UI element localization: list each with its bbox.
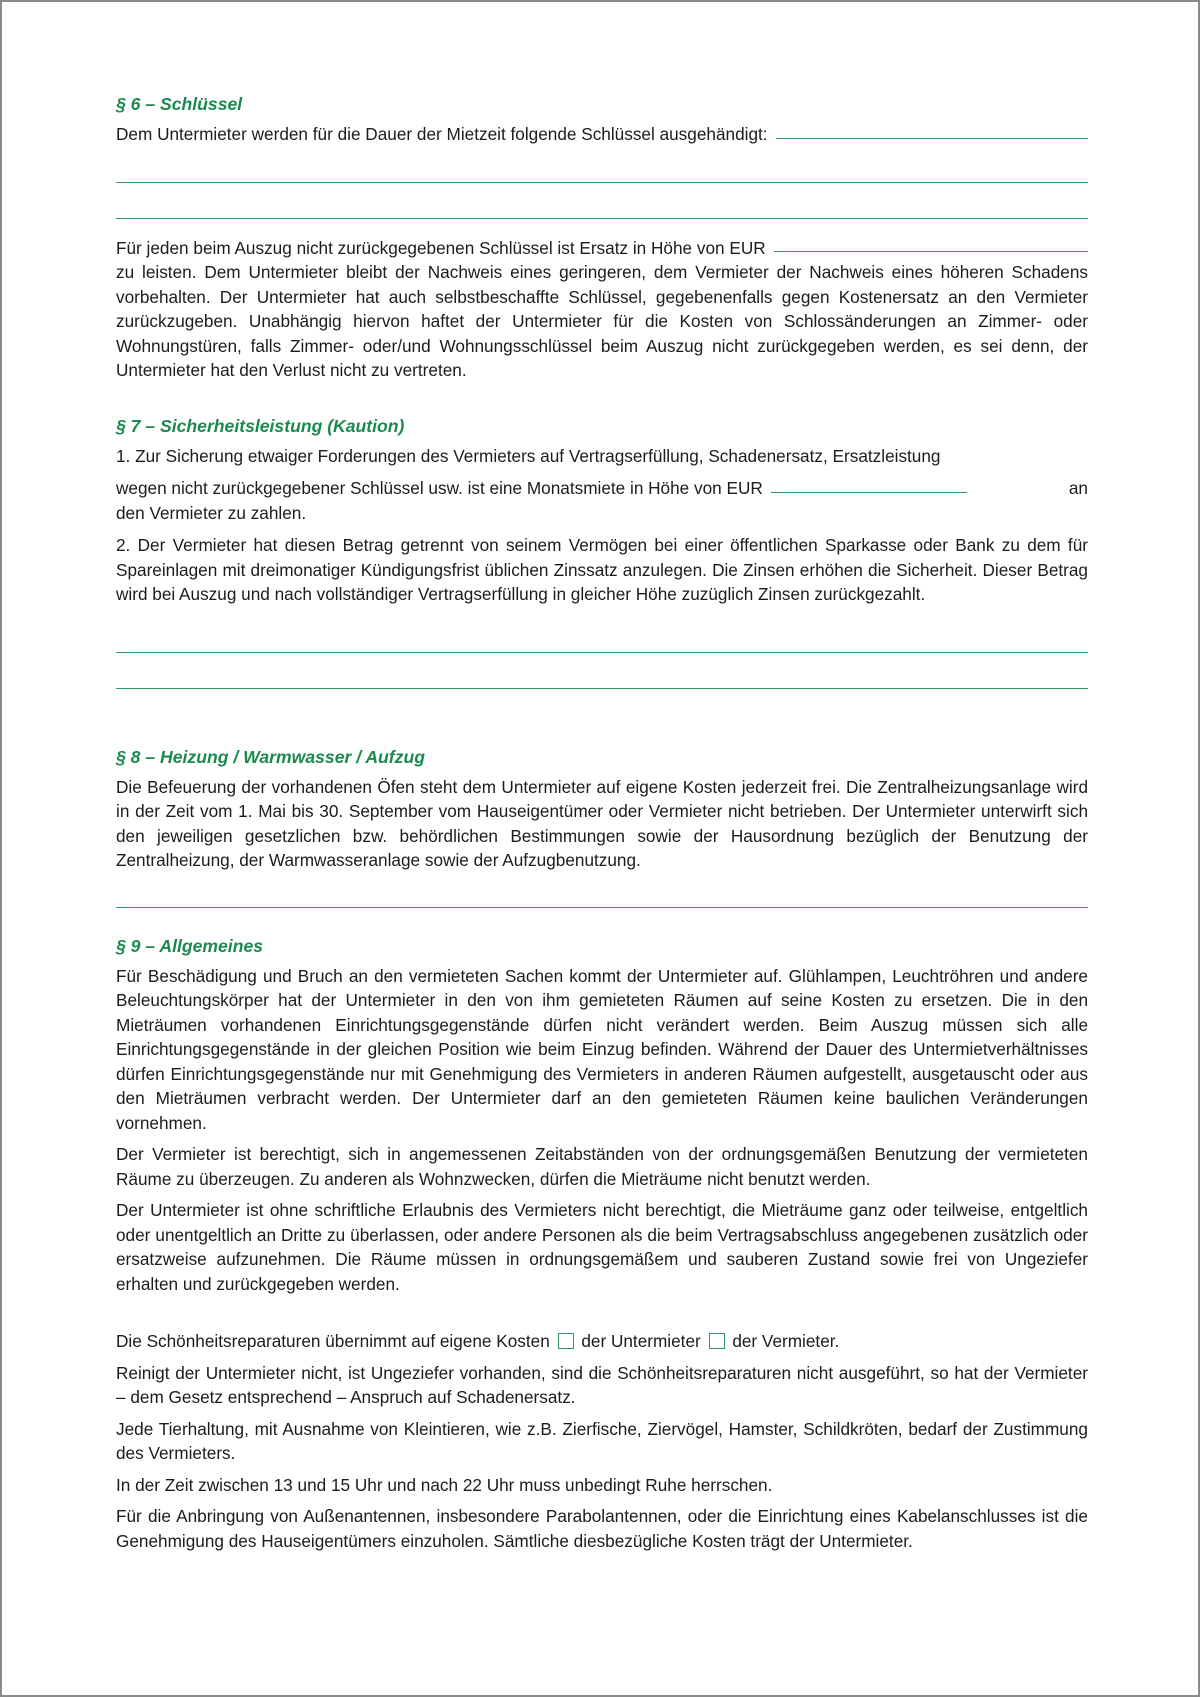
keys-row (116, 122, 1088, 147)
replacement-text: Für jeden beim Auszug nicht zurückgegebenen Schlüssel ist Ersatz in Höhe von EUR (116, 237, 766, 258)
section-6-body: zu leisten. Dem Untermieter bleibt der Nachweis eines geringeren, dem Vermieter der Nachweis eines höheren Schadens vorbehalten. Der Untermieter hat auch selbstbeschaffte Schlüssel, gegebenenfalls gegen Kostenersatz an den Vermieter zurückzugeben. Unabhängig hiervon haftet der Untermieter für die Kosten von Schlossänderungen an Zimmer- oder Wohnungstüren, falls Zimmer- oder/und Wohnungsschlüssel beim Auszug nicht zurückgegeben werden, es sei denn, der Untermieter hat den Verlust nicht zu vertreten. (116, 262, 1088, 380)
replacement-row (116, 236, 1088, 261)
section-9-paragraph-4: Reinigt der Untermieter nicht, ist Ungeziefer vorhanden, sind die Schönheitsreparaturen nicht ausgeführt, so hat der Vermieter – dem Gesetz entsprechend – Anspruch auf Schadenersatz. (116, 1362, 1088, 1407)
deposit-amount-text: wegen nicht zurückgegebener Schlüssel usw. ist eine Monatsmiete in Höhe von EUR (116, 478, 763, 498)
deposit-amount-row (116, 476, 1088, 501)
deposit-amount-field[interactable] (771, 491, 967, 493)
section-9-paragraph-5: Jede Tierhaltung, mit Ausnahme von Kleintieren, wie z.B. Zierfische, Ziervögel, Hamster, Schildkröten, bedarf der Zustimmung des Vermieters. (116, 1418, 1088, 1463)
deposit-amount-suffix: an (1068, 478, 1088, 498)
section-9-paragraph-1: Für Beschädigung und Bruch an den vermieteten Sachen kommt der Untermieter auf. Glühlampen, Leuchtröhren und andere Beleuchtungskörper hat der Untermieter in den von ihm gemieteten Räumen auf seine Kosten zu ersetzen. Die in den Mieträumen vorhandenen Einrichtungsgegenstände dürfen nicht verändert werden. Beim Auszug müssen sich alle Einrichtungsgegenstände in der gleichen Position wie beim Einzug befinden. Während der Dauer des Untermietverhältnisses dürfen Einrichtungsgegenstände nur mit Genehmigung des Vermieters in anderen Räumen aufgestellt, ausgetauscht oder aus den Mieträumen verbracht werden. Der Untermieter darf an den gemieteten Räumen keine baulichen Veränderungen vornehmen. (116, 965, 1088, 1133)
keys-field-line-2[interactable] (116, 182, 1088, 183)
repairs-text: Die Schönheitsreparaturen übernimmt auf eigene Kosten (116, 1331, 550, 1351)
keys-field[interactable] (776, 137, 1088, 139)
section-9-paragraph-3: Der Untermieter ist ohne schriftliche Erlaubnis des Vermieters nicht berechtigt, die Mieträume ganz oder teilweise, entgeltlich oder unentgeltlich an Dritte zu überlassen, oder andere Personen als die beim Vertragsabschluss angegebenen zusätzlich oder ersatzweise aufzunehmen. Die Räume müssen in ordnungsgemäßem und sauberen Zustand sowie frei von Ungeziefer erhalten und zurückgegeben werden. (116, 1200, 1088, 1294)
deposit-paragraph-1-line-1: 1. Zur Sicherung etwaiger Forderungen des Vermieters auf Vertragserfüllung, Schadenersatz, Ersatzleistung (116, 445, 941, 466)
section-8-body: Die Befeuerung der vorhandenen Öfen steht dem Untermieter auf eigene Kosten jederzeit frei. Die Zentralheizungsanlage wird in der Zeit vom 1. Mai bis 30. September vom Hauseigentümer oder Vermieter nicht betrieben. Der Untermieter unterwirft sich den jeweiligen gesetzlichen bzw. behördlichen Bestimmungen sowie der Hausordnung bezüglich der Benutzung der Zentralheizung, der Warmwasseranlage sowie der Aufzugbenutzung. (116, 776, 1088, 870)
document-content (116, 92, 1088, 1553)
landlord-option-label: der Vermieter. (732, 1331, 840, 1351)
section-9-paragraph-2: Der Vermieter ist berechtigt, sich in angemessenen Zeitabständen von der ordnungsgemäßen Benutzung der vermieteten Räume zu überzeugen. Zu anderen als Wohnzwecken, dürfen die Mieträume nicht benutzt werden. (116, 1144, 1088, 1189)
keys-field-line-3[interactable] (116, 218, 1088, 219)
landlord-checkbox[interactable] (709, 1333, 725, 1349)
tenant-checkbox[interactable] (558, 1333, 574, 1349)
section-7-extra-line-2[interactable] (116, 688, 1088, 689)
section-9-paragraph-7: Für die Anbringung von Außenantennen, insbesondere Parabolantennen, oder die Einrichtung eines Kabelanschlusses ist die Genehmigung des Hauseigentümers einzuholen. Sämtliche diesbezügliche Kosten trägt der Untermieter. (116, 1506, 1088, 1551)
tenant-option-label: der Untermieter (581, 1331, 701, 1351)
section-7-heading: § 7 – Sicherheitsleistung (Kaution) (116, 415, 405, 436)
section-8-heading: § 8 – Heizung / Warmwasser / Aufzug (116, 746, 425, 767)
section-9-heading: § 9 – Allgemeines (116, 935, 264, 956)
deposit-paragraph-1-line-3: den Vermieter zu zahlen. (116, 502, 307, 523)
replacement-amount-field[interactable] (774, 250, 1088, 252)
section-6-heading: § 6 – Schlüssel (116, 94, 243, 114)
deposit-paragraph-2: 2. Der Vermieter hat diesen Betrag getrennt von seinem Vermögen bei einer öffentlichen Sparkasse oder Bank zu dem für Spareinlagen mit dreimonatiger Kündigungsfrist üblichen Zinssatz anzulegen. Die Zinsen erhöhen die Sicherheit. Dieser Betrag wird bei Auszug und nach vollständiger Vertragserfüllung in gleicher Höhe zuzüglich Zinsen zurückgezahlt. (116, 535, 1088, 604)
keys-text: Dem Untermieter werden für die Dauer der Mietzeit folgende Schlüssel ausgehändigt: (116, 124, 768, 144)
section-8-extra-line[interactable] (116, 907, 1088, 908)
section-7-extra-line-1[interactable] (116, 652, 1088, 653)
repairs-row (116, 1329, 1088, 1354)
section-9-paragraph-6: In der Zeit zwischen 13 und 15 Uhr und nach 22 Uhr muss unbedingt Ruhe herrschen. (116, 1474, 773, 1495)
